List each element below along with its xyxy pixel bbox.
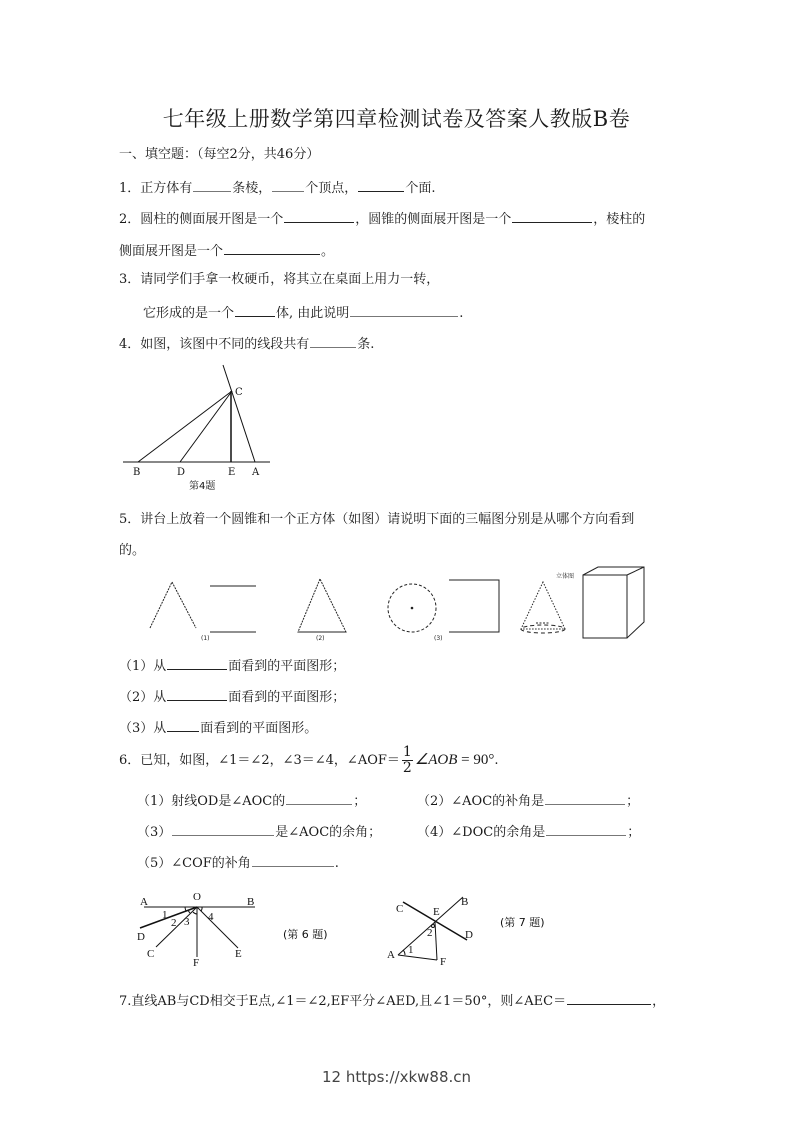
svg-text:(2): (2) — [316, 635, 325, 642]
fraction: $\frac{1}{2}$ — [402, 744, 412, 776]
answer-blank[interactable] — [167, 655, 227, 670]
svg-text:B: B — [247, 896, 255, 908]
answer-blank[interactable] — [350, 302, 458, 317]
svg-text:B: B — [133, 467, 141, 478]
svg-text:A: A — [252, 467, 260, 478]
svg-text:E: E — [235, 948, 242, 960]
question-6-s2: （2）∠AOC的补角是 ； — [417, 790, 639, 811]
section-heading: 一、填空题：（每空2分，共46分） — [119, 147, 320, 162]
answer-blank[interactable] — [567, 990, 651, 1005]
answer-blank[interactable] — [358, 177, 404, 192]
svg-text:E: E — [228, 467, 236, 478]
svg-text:F: F — [193, 957, 200, 969]
page-footer: 12 https://xkw88.cn — [321, 1068, 472, 1086]
svg-text:O: O — [193, 891, 201, 903]
svg-text:2: 2 — [427, 927, 433, 939]
svg-text:第4题: 第4题 — [189, 481, 216, 492]
answer-blank[interactable] — [512, 208, 592, 223]
answer-blank[interactable] — [286, 790, 352, 805]
svg-text:A: A — [387, 949, 395, 961]
svg-text:C: C — [396, 903, 404, 915]
svg-text:E: E — [433, 906, 440, 918]
question-6-s4: （4）∠DOC的余角是 ； — [417, 821, 640, 842]
question-5-cont: 的。 — [119, 543, 146, 558]
answer-blank[interactable] — [546, 821, 626, 836]
answer-blank[interactable] — [252, 852, 334, 867]
answer-blank[interactable] — [272, 177, 304, 192]
svg-text:B: B — [461, 896, 469, 908]
svg-text:1: 1 — [408, 944, 414, 956]
svg-text:D: D — [465, 929, 473, 941]
question-3: 3．请同学们手拿一枚硬币，将其立在桌面上用力一转， — [119, 272, 440, 287]
question-2: 2．圆柱的侧面展开图是一个 ，圆锥的侧面展开图是一个 ，棱柱的 — [119, 208, 645, 229]
answer-blank[interactable] — [235, 302, 275, 317]
svg-text:F: F — [440, 956, 447, 968]
page-title: 七年级上册数学第四章检测试卷及答案人教版B卷 — [162, 107, 631, 131]
answer-blank[interactable] — [193, 177, 231, 192]
question-2-cont: 侧面展开图是一个 。 — [119, 240, 334, 261]
svg-text:D: D — [177, 467, 186, 478]
svg-text:(第 7 题): (第 7 题) — [500, 916, 545, 929]
figure-q7 — [375, 885, 565, 970]
question-5: 5．讲台上放着一个圆锥和一个正方体（如图）请说明下面的三幅图分别是从哪个方向看到 — [119, 512, 635, 527]
figure-q6 — [130, 885, 350, 970]
answer-blank[interactable] — [224, 240, 320, 255]
answer-blank[interactable] — [284, 208, 354, 223]
question-5-sub2: （2）从 面看到的平面图形； — [119, 686, 345, 707]
answer-blank[interactable] — [545, 790, 625, 805]
question-6: 6．已知，如图，∠1＝∠2，∠3＝∠4，∠AOF＝ $\frac{1}{2}$ ∠AOB = 90°. — [119, 744, 499, 776]
svg-text:1: 1 — [162, 909, 168, 921]
question-1: 1．正方体有 条棱， 个顶点， 个面. — [119, 177, 435, 198]
svg-text:A: A — [140, 896, 148, 908]
question-7: 7.直线AB与CD相交于E点,∠1＝∠2,EF平分∠AED,且∠1＝50°，则∠AEC＝ ， — [119, 990, 665, 1011]
question-4: 4．如图，该图中不同的线段共有 条. — [119, 333, 374, 354]
svg-text:立体图: 立体图 — [556, 573, 575, 580]
figure-q4 — [115, 360, 285, 495]
answer-blank[interactable] — [167, 686, 227, 701]
svg-text:D: D — [137, 931, 145, 943]
question-6-s5: （5）∠COF的补角 . — [137, 852, 339, 873]
svg-text:(1): (1) — [201, 635, 210, 642]
svg-text:C: C — [147, 948, 155, 960]
svg-text:3: 3 — [184, 916, 190, 928]
svg-text:4: 4 — [208, 911, 214, 923]
svg-text:(3): (3) — [434, 635, 443, 642]
answer-blank[interactable] — [172, 821, 274, 836]
svg-text:(第 6 题): (第 6 题) — [283, 928, 328, 941]
svg-text:C: C — [235, 387, 243, 398]
question-6-s3: （3） 是∠AOC的余角； — [137, 821, 381, 842]
question-3-cont: 它形成的是一个 体, 由此说明 . — [143, 302, 463, 323]
question-5-sub3: （3）从 面看到的平面图形。 — [119, 717, 317, 738]
question-5-sub1: （1）从 面看到的平面图形； — [119, 655, 345, 676]
answer-blank[interactable] — [167, 717, 199, 732]
svg-text:2: 2 — [171, 917, 177, 929]
answer-blank[interactable] — [310, 333, 356, 348]
question-6-s1: （1）射线OD是∠AOC的 ； — [137, 790, 366, 811]
figure-q5-views — [140, 565, 660, 645]
